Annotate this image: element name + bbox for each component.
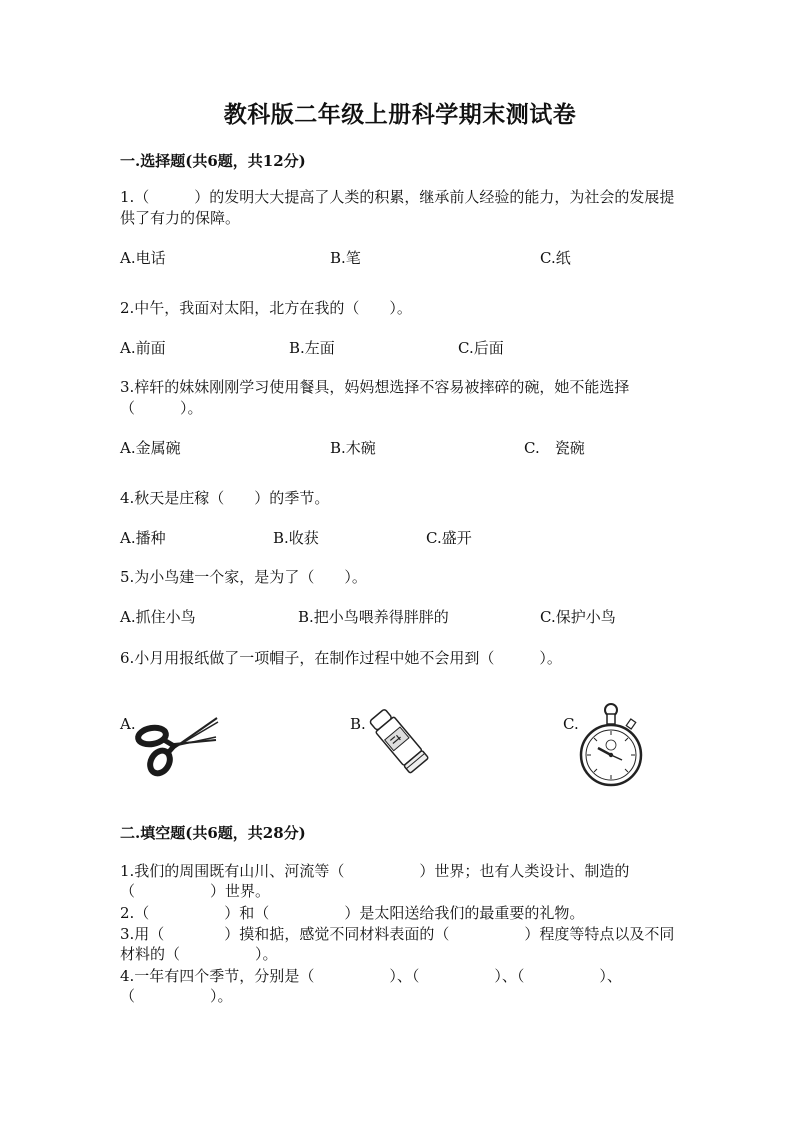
page-title: 教科版二年级上册科学期末测试卷 <box>223 101 577 128</box>
q6-option-a: A. <box>120 715 136 733</box>
q6-option-b: B. <box>350 715 366 733</box>
question-3: 3.梓轩的妹妹刚刚学习使用餐具，妈妈想选择不容易被摔碎的碗，她不能选择（ ）。 <box>120 378 630 417</box>
stopwatch-image <box>578 700 644 792</box>
q4-option-b: B.收获 <box>273 529 319 547</box>
section-heading-choice: 一.选择题(共6题，共12分) <box>120 152 306 170</box>
q6-option-c: C. <box>563 715 579 733</box>
question-4: 4.秋天是庄稼（ ）的季节。 <box>120 489 330 507</box>
q5-option-c: C.保护小鸟 <box>540 608 616 626</box>
fill-question-1: 1.我们的周围既有山川、河流等（ ）世界；也有人类设计、制造的（ ）世界。 <box>120 862 630 900</box>
question-2: 2.中午，我面对太阳，北方在我的（ ）。 <box>120 299 412 317</box>
q1-option-c: C.纸 <box>540 249 571 267</box>
q3-option-c: C. 瓷碗 <box>524 439 585 457</box>
q4-option-c: C.盛开 <box>426 529 472 547</box>
q2-option-a: A.前面 <box>120 339 166 357</box>
fill-question-3: 3.用（ ）摸和掂，感觉不同材料表面的（ ）程度等特点以及不同材料的（ ）。 <box>120 925 675 963</box>
q3-option-a: A.金属碗 <box>120 439 181 457</box>
q1-option-a: A.电话 <box>120 249 166 267</box>
question-6: 6.小月用报纸做了一项帽子，在制作过程中她不会用到（ ）。 <box>120 649 562 667</box>
fill-question-4: 4.一年有四个季节，分别是（ ）、（ ）、（ ）、（ ）。 <box>120 967 622 1005</box>
q5-option-b: B.把小鸟喂养得胖胖的 <box>298 608 449 626</box>
fill-question-2: 2.（ ）和（ ）是太阳送给我们的最重要的礼物。 <box>120 904 585 922</box>
q5-option-a: A.抓住小鸟 <box>120 608 196 626</box>
q3-option-b: B.木碗 <box>330 439 376 457</box>
section-heading-fill-in: 二.填空题(共6题，共28分) <box>120 824 306 842</box>
q2-option-c: C.后面 <box>458 339 504 357</box>
scissors-image <box>134 710 220 778</box>
q4-option-a: A.播种 <box>120 529 166 547</box>
glue-stick-image <box>366 708 438 782</box>
question-5: 5.为小鸟建一个家，是为了（ ）。 <box>120 568 367 586</box>
q1-option-b: B.笔 <box>330 249 361 267</box>
q2-option-b: B.左面 <box>289 339 335 357</box>
question-1: 1.（ ）的发明大大提高了人类的积累，继承前人经验的能力，为社会的发展提供了有力的保障。 <box>120 188 675 227</box>
